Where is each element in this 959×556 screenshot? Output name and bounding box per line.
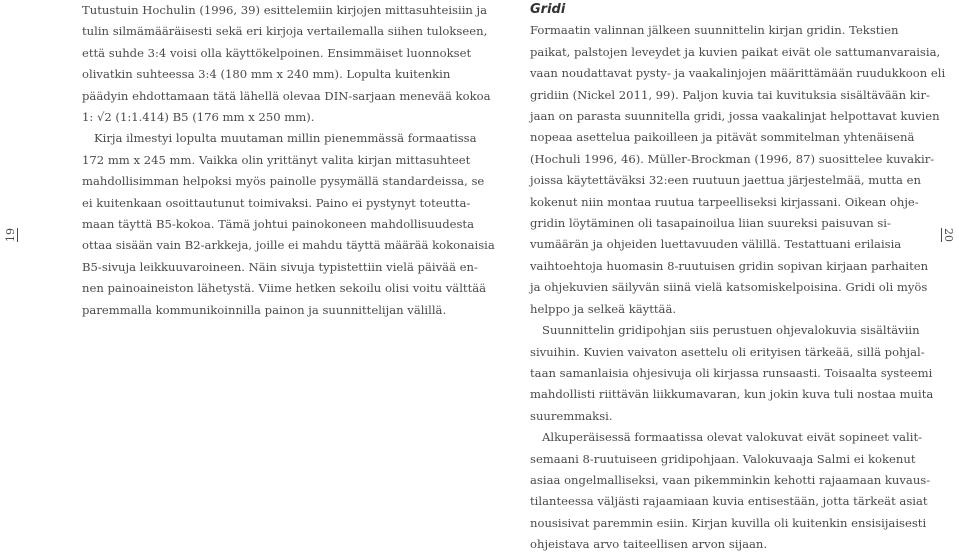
text-line: nen painoaineiston lähetystä. Viime hetken sekoilu olisi voitu välttää (82, 281, 487, 296)
text-line: että suhde 3:4 voisi olla käyttökelpoinen. Ensimmäiset luonnokset (82, 45, 472, 60)
right-text-column (530, 0, 946, 556)
text-line: vaan noudattavat pysty- ja vaakalinjojen määrittämään ruudukkoon eli (530, 66, 946, 81)
text-line: nopeaa asettelua paikoilleen ja pitävät sommitelman yhtenäisenä (530, 130, 915, 145)
text-line: paremmalla kommunikoinnilla painon ja suunnittelijan välillä. (82, 302, 447, 317)
text-line: semaani 8-ruutuiseen gridipohjaan. Valokuvaaja Salmi ei kokenut (530, 451, 916, 466)
text-line: gridin löytäminen oli tasapainoilua liian suureksi paisuvan si- (530, 216, 891, 231)
text-line: mahdollisti riittävän liikkumavaran, kun jokin kuva tuli nostaa muita (530, 387, 934, 402)
paragraph (82, 0, 491, 128)
text-line: 172 mm x 245 mm. Vaikka olin yrittänyt valita kirjan mittasuhteet (82, 152, 471, 167)
text-line: ja ohjekuvien säilyvän siinä vielä katsomiskelpoisina. Gridi oli myös (530, 280, 928, 295)
paragraph (530, 20, 946, 320)
right-page (480, 0, 959, 552)
text-line: vaihtoehtoja huomasin 8-ruutuisen gridin sopivan kirjaan parhaiten (530, 258, 929, 273)
text-line: tulin silmämääräisesti sekä eri kirjoja vertailemalla siihen tulokseen, (82, 24, 488, 39)
text-line: Tutustuin Hochulin (1996, 39) esittelemiin kirjojen mittasuhteisiin ja (82, 3, 488, 17)
text-line: joissa käytettäväksi 32:een ruutuun jaettua järjestelmää, mutta en (530, 173, 921, 188)
text-line: 1: √2 (1:1.414) B5 (176 mm x 250 mm). (82, 110, 315, 125)
text-line: ohjeistava arvo taiteellisen arvon sijaan. (530, 537, 768, 552)
section-heading: Gridi (530, 2, 566, 17)
text-line: Suunnittelin gridipohjan siis perustuen ohjevalokuvia sisältäviin (542, 323, 920, 338)
left-page-number: 19 (4, 228, 17, 242)
text-line: kokenut niin montaa ruutua tarpeelliseksi kirjassani. Oikean ohje- (530, 194, 919, 209)
text-line: suuremmaksi. (530, 408, 613, 423)
text-line: asiaa ongelmalliseksi, vaan pikemminkin kehotti rajaamaan kuvaus- (530, 472, 931, 487)
text-line: vumäärän ja ohjeiden luettavuuden välillä. Testattuani erilaisia (530, 237, 902, 252)
text-line: päädyin ehdottamaan tätä lähellä olevaa DIN-sarjaan menevää kokoa (82, 88, 491, 103)
paragraph (530, 427, 931, 555)
text-line: helppo ja selkeä käyttää. (530, 301, 677, 316)
right-page-number: 20 (942, 228, 955, 242)
left-text-column (82, 0, 495, 321)
left-page (0, 0, 495, 432)
text-line: ei kuitenkaan osoittautunut toimivaksi. Paino ei pystynyt toteutta- (82, 195, 471, 210)
text-line: maan täyttä B5-kokoa. Tämä johtui painokoneen mahdollisuudesta (82, 217, 474, 232)
paragraph (530, 320, 934, 427)
text-line: paikat, palstojen leveydet ja kuvien paikat eivät ole sattumanvaraisia, (530, 44, 941, 59)
text-line: tilanteessa väljästi rajaamiaan kuvia entisestään, jotta tärkeät asiat (530, 494, 928, 509)
text-line: mahdollisimman helpoksi myös painolle pysymällä standardeissa, se (82, 174, 485, 189)
text-line: ottaa sisään vain B2-arkkeja, joille ei mahdu täyttä määrää kokonaisia (82, 238, 495, 253)
text-line: Formaatin valinnan jälkeen suunnittelin kirjan gridin. Tekstien (530, 23, 899, 38)
paragraph (82, 128, 495, 321)
text-line: sivuihin. Kuvien vaivaton asettelu oli erityisen tärkeää, sillä pohjal- (530, 344, 925, 359)
text-line: (Hochuli 1996, 46). Müller-Brockman (1996, 87) suosittelee kuvakir- (530, 151, 935, 166)
text-line: Kirja ilmestyi lopulta muutaman millin pienemmässä formaatissa (94, 131, 477, 146)
text-line: B5-sivuja leikkuuvaroineen. Näin sivuja typistettiin vielä päivää en- (82, 259, 478, 274)
text-line: Alkuperäisessä formaatissa olevat valokuvat eivät sopineet valit- (542, 430, 923, 445)
text-line: jaan on parasta suunnitella gridi, jossa vaakalinjat helpottavat kuvien (530, 109, 940, 124)
text-line: nousisivat paremmin esiin. Kirjan kuvilla oli kuitenkin ensisijaisesti (530, 515, 927, 530)
text-line: gridiin (Nickel 2011, 99). Paljon kuvia tai kuvituksia sisältävään kir- (530, 87, 930, 102)
text-line: taan samanlaisia ohjesivuja oli kirjassa runsaasti. Toisaalta systeemi (530, 365, 933, 380)
text-line: olivatkin suhteessa 3:4 (180 mm x 240 mm). Lopulta kuitenkin (82, 67, 451, 82)
